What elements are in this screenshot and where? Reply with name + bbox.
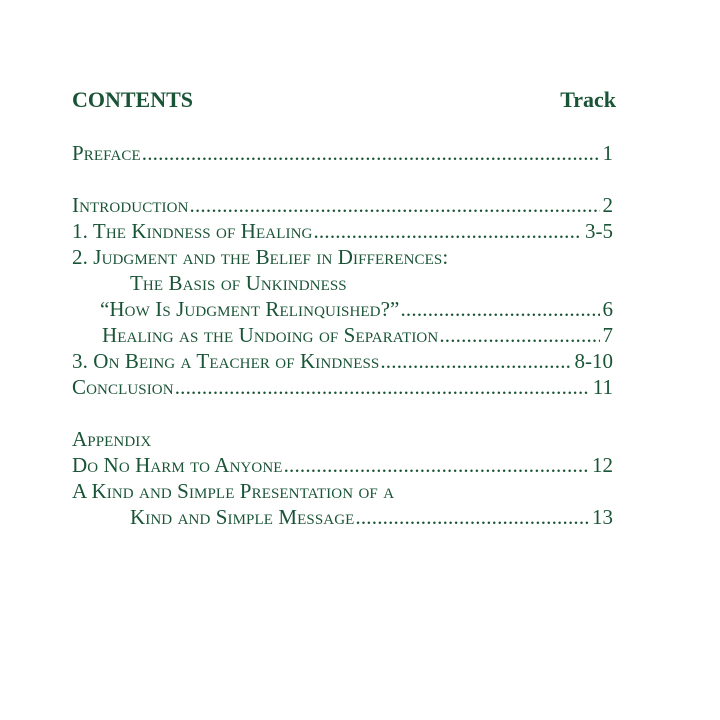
toc-entry-label: Healing as the Undoing of Separation bbox=[102, 323, 439, 347]
toc-entry-label: 2. Judgment and the Belief in Differences: bbox=[72, 245, 449, 269]
toc-entry-kind-simple-presentation[interactable] bbox=[72, 478, 613, 504]
dot-leader bbox=[190, 192, 600, 218]
toc-entry-appendix[interactable] bbox=[72, 426, 613, 452]
toc-entry-label: The Basis of Unkindness bbox=[130, 271, 347, 295]
track-number: 2 bbox=[602, 193, 613, 217]
track-number: 1 bbox=[602, 141, 613, 165]
dot-leader bbox=[439, 322, 599, 348]
toc-entry-label: “How Is Judgment Relinquished?” bbox=[100, 297, 400, 321]
track-number: 12 bbox=[592, 453, 613, 477]
toc-entry-label: 3. On Being a Teacher of Kindness bbox=[72, 349, 380, 373]
toc-entry-introduction[interactable] bbox=[72, 192, 613, 218]
dot-leader bbox=[313, 218, 582, 244]
dot-leader bbox=[284, 452, 589, 478]
toc-entry-label: Introduction bbox=[72, 193, 189, 217]
toc-entry-label: Appendix bbox=[72, 427, 152, 451]
toc-entry-conclusion[interactable] bbox=[72, 374, 613, 400]
dot-leader bbox=[380, 348, 571, 374]
toc-entry-label: Do No Harm to Anyone bbox=[72, 453, 283, 477]
toc-entry-label: Kind and Simple Message bbox=[130, 505, 355, 529]
dot-leader bbox=[400, 296, 599, 322]
track-number: 6 bbox=[602, 297, 613, 321]
track-number: 7 bbox=[602, 323, 613, 347]
toc-entry-do-no-harm[interactable] bbox=[72, 452, 613, 478]
toc-entry-healing-undoing-separation[interactable] bbox=[102, 322, 613, 348]
contents-heading: CONTENTS bbox=[72, 87, 194, 112]
dot-leader bbox=[355, 504, 589, 530]
track-number: 3-5 bbox=[585, 219, 613, 243]
track-heading: Track bbox=[560, 87, 616, 112]
toc-entry-judgment-heading[interactable] bbox=[72, 244, 613, 270]
toc-entry-label: A Kind and Simple Presentation of a bbox=[72, 479, 395, 503]
dot-leader bbox=[175, 374, 590, 400]
track-number: 8-10 bbox=[574, 349, 613, 373]
toc-entry-preface[interactable] bbox=[72, 140, 613, 166]
toc-entry-judgment-subtitle bbox=[130, 270, 613, 296]
toc-entry-label: Preface bbox=[72, 141, 141, 165]
dot-leader bbox=[142, 140, 600, 166]
toc-entry-kindness-of-healing[interactable] bbox=[72, 218, 613, 244]
toc-entry-label: Conclusion bbox=[72, 375, 174, 399]
toc-entry-label: 1. The Kindness of Healing bbox=[72, 219, 313, 243]
toc-entry-kind-simple-message[interactable] bbox=[130, 504, 613, 530]
toc-entry-how-is-judgment-relinquished[interactable] bbox=[100, 296, 613, 322]
toc-entry-teacher-of-kindness[interactable] bbox=[72, 348, 613, 374]
track-number: 11 bbox=[592, 375, 613, 399]
track-number: 13 bbox=[592, 505, 613, 529]
